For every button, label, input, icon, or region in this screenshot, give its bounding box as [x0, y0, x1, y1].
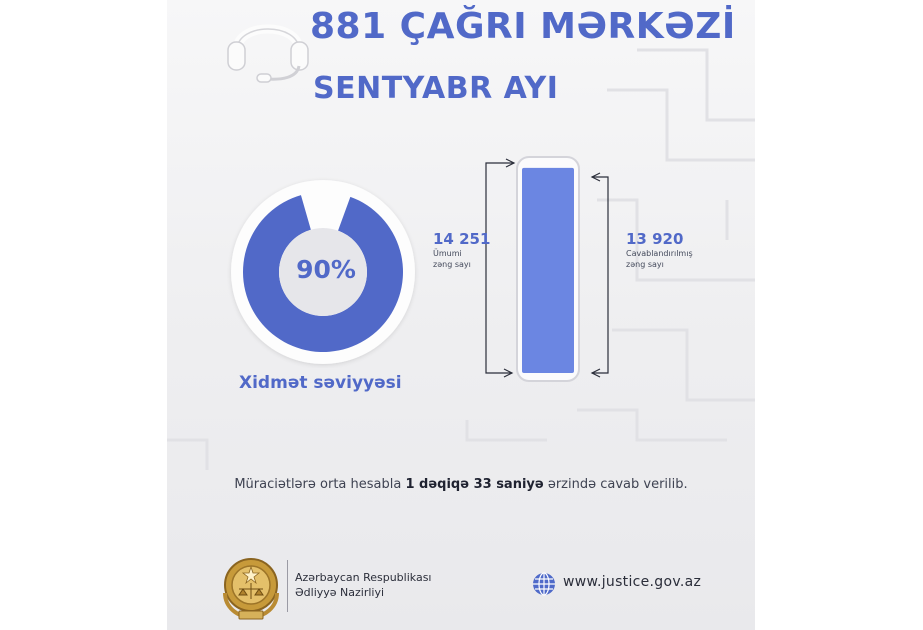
ministry-name-line2: Ədliyyə Nazirliyi	[295, 586, 385, 599]
total-calls-value: 14 251	[433, 230, 491, 248]
footer-divider	[287, 560, 288, 612]
infographic-poster	[167, 0, 755, 630]
note-text-after: ərzində cavab verilib.	[543, 477, 688, 492]
note-text-bold: 1 dəqiqə 33 saniyə	[405, 477, 544, 492]
answered-calls-fill	[522, 168, 574, 373]
calls-tube-gauge	[482, 155, 612, 383]
ministry-name	[295, 570, 431, 600]
globe-icon	[531, 571, 557, 597]
service-level-label: Xidmət səviyyəsi	[239, 373, 402, 393]
answered-calls-value: 13 920	[626, 230, 684, 248]
note-text-before: Müraciətlərə orta hesabla	[234, 477, 406, 492]
page-subtitle: SENTYABR AYI	[313, 71, 559, 106]
ministry-emblem-icon	[219, 553, 283, 621]
ministry-name-line1: Azərbaycan Respublikası	[295, 571, 432, 584]
answered-calls-label-line2: zəng sayı	[626, 260, 664, 269]
headset-icon	[223, 4, 313, 84]
total-calls-label-line2: zəng sayı	[433, 260, 471, 269]
website-link[interactable]: www.justice.gov.az	[563, 574, 702, 590]
answered-calls-stat	[626, 230, 693, 270]
response-time-note	[167, 477, 755, 492]
total-calls-label-line1: Ümumi	[433, 249, 462, 258]
total-calls-stat	[433, 230, 490, 270]
page-title: 881 ÇAĞRI MƏRKƏZİ	[310, 6, 736, 47]
answered-calls-label-line1: Cavablandırılmış	[626, 249, 693, 258]
service-level-percent: 90%	[296, 255, 356, 284]
